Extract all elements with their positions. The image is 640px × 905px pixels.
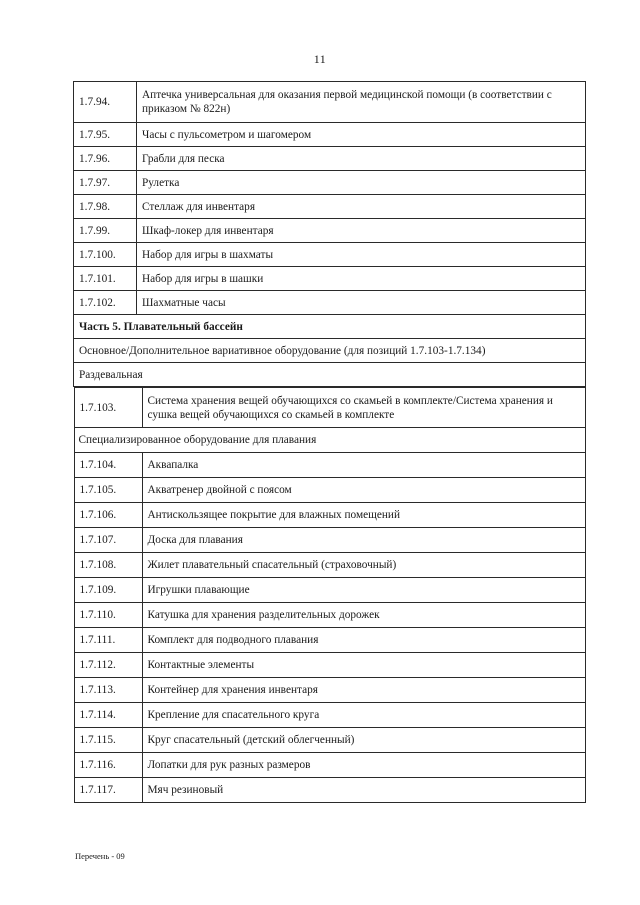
item-name: Стеллаж для инвентаря bbox=[137, 195, 586, 219]
item-name: Контейнер для хранения инвентаря bbox=[142, 678, 585, 703]
item-number: 1.7.99. bbox=[74, 219, 137, 243]
pool-table bbox=[74, 387, 586, 803]
item-name: Лопатки для рук разных размеров bbox=[142, 753, 585, 778]
item-name: Катушка для хранения разделительных дорожек bbox=[142, 603, 585, 628]
table-row bbox=[74, 553, 585, 578]
table-row bbox=[74, 578, 585, 603]
table-row bbox=[74, 728, 585, 753]
table-row bbox=[74, 528, 585, 553]
item-number: 1.7.110. bbox=[74, 603, 142, 628]
table-row bbox=[74, 678, 585, 703]
item-name: Игрушки плавающие bbox=[142, 578, 585, 603]
item-number: 1.7.103. bbox=[74, 388, 142, 428]
page-footer: Перечень - 09 bbox=[75, 851, 125, 861]
item-name: Система хранения вещей обучающихся со скамьей в комплекте/Система хранения и сушка вещей обучающихся со скамьей в комплекте bbox=[142, 388, 585, 428]
table-row bbox=[74, 291, 586, 315]
table-row bbox=[74, 703, 585, 728]
item-number: 1.7.112. bbox=[74, 653, 142, 678]
item-name: Аптечка универсальная для оказания первой медицинской помощи (в соответствии с приказом № 822н) bbox=[137, 82, 586, 123]
item-number: 1.7.104. bbox=[74, 453, 142, 478]
item-number: 1.7.95. bbox=[74, 123, 137, 147]
table-row bbox=[74, 653, 585, 678]
section-title: Часть 5. Плавательный бассейн bbox=[74, 315, 586, 339]
item-name: Грабли для песка bbox=[137, 147, 586, 171]
item-name: Часы с пульсометром и шагомером bbox=[137, 123, 586, 147]
item-number: 1.7.94. bbox=[74, 82, 137, 123]
item-number: 1.7.101. bbox=[74, 267, 137, 291]
item-name: Набор для игры в шахматы bbox=[137, 243, 586, 267]
table-row bbox=[74, 147, 586, 171]
table-row bbox=[74, 778, 585, 803]
item-number: 1.7.97. bbox=[74, 171, 137, 195]
item-name: Круг спасательный (детский облегченный) bbox=[142, 728, 585, 753]
table-row bbox=[74, 478, 585, 503]
item-name: Шкаф-локер для инвентаря bbox=[137, 219, 586, 243]
table-row bbox=[74, 628, 585, 653]
item-number: 1.7.109. bbox=[74, 578, 142, 603]
table-row bbox=[74, 453, 585, 478]
item-name: Акватренер двойной с поясом bbox=[142, 478, 585, 503]
item-number: 1.7.114. bbox=[74, 703, 142, 728]
table-row bbox=[74, 82, 586, 123]
item-number: 1.7.107. bbox=[74, 528, 142, 553]
item-name: Комплект для подводного плавания bbox=[142, 628, 585, 653]
item-number: 1.7.116. bbox=[74, 753, 142, 778]
table-row bbox=[74, 219, 586, 243]
page-number: 11 bbox=[313, 52, 327, 66]
item-number: 1.7.102. bbox=[74, 291, 137, 315]
table-row bbox=[74, 503, 585, 528]
item-number: 1.7.108. bbox=[74, 553, 142, 578]
table-row bbox=[74, 171, 586, 195]
subsection-locker-room: Раздевальная bbox=[74, 363, 586, 387]
item-name: Антискользящее покрытие для влажных помещений bbox=[142, 503, 585, 528]
item-name: Аквапалка bbox=[142, 453, 585, 478]
subsection-swimming: Специализированное оборудование для плавания bbox=[74, 428, 585, 453]
table-row bbox=[74, 243, 586, 267]
table-row bbox=[74, 123, 586, 147]
section-note-row bbox=[74, 339, 586, 363]
item-name: Контактные элементы bbox=[142, 653, 585, 678]
table-row bbox=[74, 388, 585, 428]
table-row bbox=[74, 603, 585, 628]
item-number: 1.7.113. bbox=[74, 678, 142, 703]
item-number: 1.7.105. bbox=[74, 478, 142, 503]
item-name: Крепление для спасательного круга bbox=[142, 703, 585, 728]
subsection-row bbox=[74, 428, 585, 453]
item-name: Рулетка bbox=[137, 171, 586, 195]
item-number: 1.7.115. bbox=[74, 728, 142, 753]
section-header-row bbox=[74, 315, 586, 339]
item-number: 1.7.98. bbox=[74, 195, 137, 219]
equipment-table bbox=[73, 81, 586, 803]
item-number: 1.7.96. bbox=[74, 147, 137, 171]
item-number: 1.7.111. bbox=[74, 628, 142, 653]
item-number: 1.7.117. bbox=[74, 778, 142, 803]
subsection-row bbox=[74, 363, 586, 387]
item-name: Жилет плавательный спасательный (страховочный) bbox=[142, 553, 585, 578]
pool-block bbox=[74, 387, 586, 804]
table-row bbox=[74, 195, 586, 219]
item-number: 1.7.100. bbox=[74, 243, 137, 267]
table-row bbox=[74, 267, 586, 291]
item-name: Шахматные часы bbox=[137, 291, 586, 315]
item-name: Набор для игры в шашки bbox=[137, 267, 586, 291]
item-name: Доска для плавания bbox=[142, 528, 585, 553]
table-row bbox=[74, 753, 585, 778]
equipment-note: Основное/Дополнительное вариативное оборудование (для позиций 1.7.103-1.7.134) bbox=[74, 339, 586, 363]
item-name: Мяч резиновый bbox=[142, 778, 585, 803]
item-number: 1.7.106. bbox=[74, 503, 142, 528]
